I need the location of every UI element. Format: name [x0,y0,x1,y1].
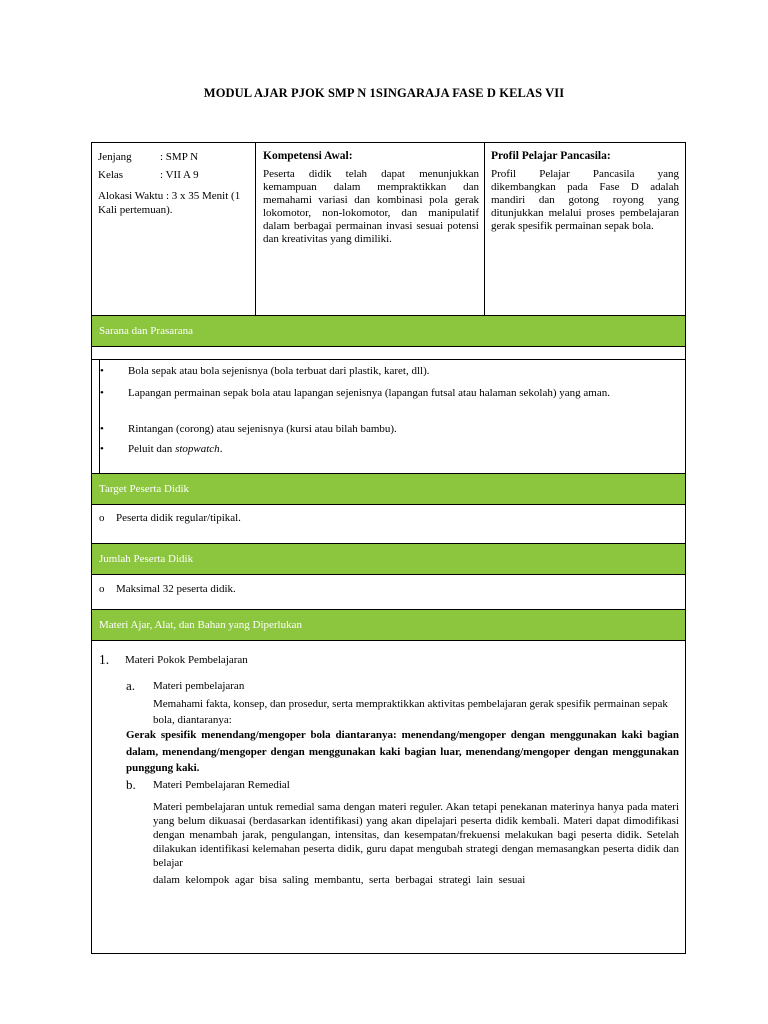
kompetensi-cell [263,150,479,246]
item-number: 1. [99,652,110,667]
divider [255,142,256,315]
kelas-label: Kelas [98,169,124,181]
kompetensi-text: Peserta didik telah dapat menunjukkan kemampuan dalam mempraktikkan dan memahami variasi dan kombinasi pola gerak lokomotor, non-lokomotor, dan manipulatif dalam berbagai permainan invasi sesuai potensi dan kreativitas yang dimiliki. [263,168,479,245]
jenjang-value: : SMP N [160,151,199,163]
item-marker-b: b. [126,777,136,792]
jenjang-label: Jenjang [98,151,132,163]
bullet-icon: • [100,365,104,377]
profil-text: Profil Pelajar Pancasila yang dikembangkan pada Fase D adalah mandiri dan gotong royong yang ditunjukkan melalui proses pembelajaran gerak spesifik permainan sepak bola. [491,168,679,232]
materi-b-last-line: dalam kelompok agar bisa saling membantu, serta berbagai strategi lain sesuai [153,874,526,886]
materi-heading: Materi Ajar, Alat, dan Bahan yang Diperlukan [92,610,685,640]
materi-b-text: Materi pembelajaran untuk remedial sama dengan materi reguler. Akan tetapi penekanan materinya hanya pada materi yang belum dikuasai (berdasarkan identifikasi) yang akan dipelajari peserta didik kembali. Materi dapat dimodifikasi dengan menambah jarak, pengulangan, intensitas, dan kesempatan/frekuensi melakukan bagi peserta didik. Setelah dilakukan identifikasi kelemahan peserta didik, guru dapat mengubah strategi dengan memasangkan peserta didik dan belajar [153,801,679,869]
materi-pokok-title: Materi Pokok Pembelajaran [125,654,248,666]
jumlah-heading: Jumlah Peserta Didik [92,544,685,574]
materi-a-bold: Gerak spesifik menendang/mengoper bola diantaranya: menendang/mengoper dengan menggunakan kaki bagian dalam, menendang/mengoper dengan menggunakan kaki bagian luar, menendang/mengoper dengan menggunakan punggung kaki. [126,729,679,774]
kompetensi-heading: Kompetensi Awal: [263,150,353,162]
materi-b-title: Materi Pembelajaran Remedial [153,779,290,791]
materi-a-text: Memahami fakta, konsep, dan prosedur, serta mempraktikkan aktivitas pembelajaran gerak spesifik permainan sepak bola, diantaranya: [153,698,668,726]
profil-heading: Profil Pelajar Pancasila: [491,150,611,162]
profil-cell [491,150,679,233]
bullet-icon: • [100,423,104,435]
identity-cell [98,151,248,217]
item-marker-a: a. [126,678,136,693]
materi-a-title: Materi pembelajaran [153,680,245,692]
bullet-icon: • [100,443,104,455]
target-heading: Target Peserta Didik [92,474,685,504]
sarana-heading: Sarana dan Prasarana [92,316,685,346]
alokasi-waktu: Alokasi Waktu : 3 x 35 Menit (1 Kali pertemuan). [98,190,241,216]
document-title: MODUL AJAR PJOK SMP N 1SINGARAJA FASE D KELAS VII [203,86,565,100]
bullet-icon: • [100,387,104,399]
kelas-value: : VII A 9 [160,169,199,181]
divider [484,142,485,315]
